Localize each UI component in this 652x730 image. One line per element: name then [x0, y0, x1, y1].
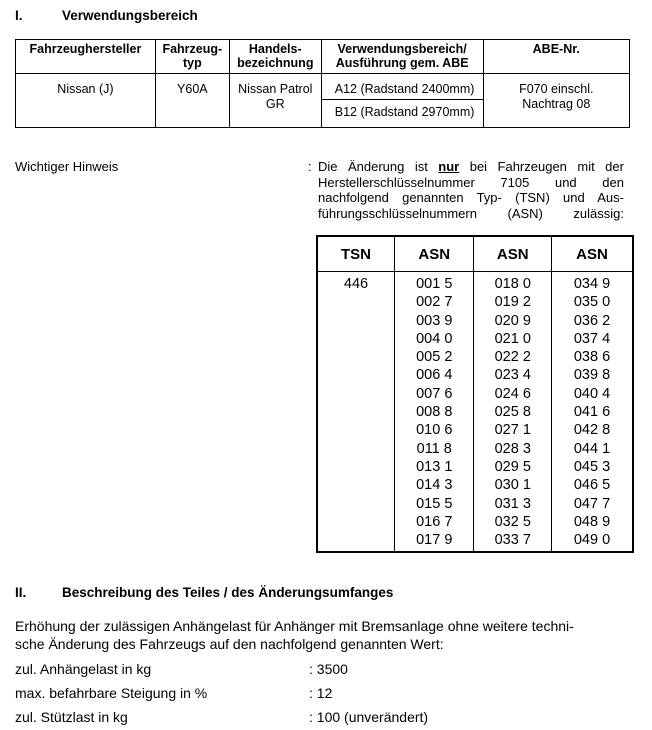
asn-value: 040 4 [573, 385, 611, 402]
asn-value: 019 2 [494, 294, 531, 311]
asn-value: 007 6 [416, 385, 453, 402]
hint-line-4: führungsschlüsselnummern (ASN) zulässig: [318, 205, 624, 221]
tsn-value: 446 [343, 276, 369, 292]
asn-value: 034 9 [573, 276, 611, 292]
header-asn-3: ASN [552, 236, 634, 272]
asn-value: 032 5 [494, 513, 531, 530]
asn-value: 010 6 [416, 422, 453, 439]
asn-value: 047 7 [573, 495, 611, 512]
asn-value: 031 3 [494, 495, 531, 512]
asn-value: 049 0 [573, 532, 611, 549]
asn-value: 013 1 [416, 458, 453, 475]
spec-label-tongue-load: zul. Stützlast in kg [15, 709, 128, 725]
asn-value: 048 9 [573, 513, 611, 530]
vehicle-usage-header-row [16, 40, 630, 74]
section-2-paragraph [15, 617, 627, 653]
header-trade-name: Handels- bezeichnung [229, 40, 321, 74]
asn-value: 016 7 [416, 513, 453, 530]
asn-column-1 [395, 272, 474, 553]
hint-label: Wichtiger Hinweis [15, 159, 119, 174]
asn-value: 038 6 [573, 349, 611, 366]
asn-value: 004 0 [416, 330, 453, 347]
cell-manufacturer: Nissan (J) [16, 74, 156, 128]
hint-line-1: Die Änderung ist nur bei Fahrzeugen mit der [318, 159, 624, 174]
asn-value: 023 4 [494, 367, 531, 384]
spec-label-trailer-load: zul. Anhängelast in kg [15, 661, 152, 677]
asn-value: 011 8 [416, 440, 452, 457]
asn-value: 039 8 [573, 367, 611, 384]
spec-value-tongue-load: : 100 (unverändert) [309, 709, 429, 725]
tsn-asn-body-row [317, 272, 633, 553]
asn-value: 028 3 [494, 440, 531, 457]
header-usage: Verwendungsbereich/ Ausführung gem. ABE [321, 40, 483, 74]
spec-value-gradient: : 12 [309, 685, 333, 701]
asn-value: 044 1 [573, 440, 611, 457]
tsn-asn-header-row [317, 236, 633, 272]
asn-value: 024 6 [494, 385, 531, 402]
tsn-asn-table [316, 235, 634, 553]
asn-value: 022 2 [494, 349, 531, 366]
asn-value: 021 0 [494, 330, 531, 347]
cell-usage: A12 (Radstand 2400mm) B12 (Radstand 2970mm) [321, 74, 483, 128]
asn-value: 002 7 [416, 294, 453, 311]
asn-value: 001 5 [416, 276, 453, 292]
asn-value: 033 7 [494, 532, 531, 549]
asn-value: 037 4 [573, 330, 611, 347]
header-vehicle-type: Fahrzeug- typ [155, 40, 229, 74]
asn-value: 027 1 [494, 422, 531, 439]
tsn-cell [317, 272, 395, 553]
section-2-line-1: Erhöhung der zulässigen Anhängelast für Anhänger mit Bremsanlage ohne weitere techni- [15, 618, 574, 634]
cell-vehicle-type: Y60A [155, 74, 229, 128]
asn-value: 035 0 [573, 294, 611, 311]
section-2-title: Beschreibung des Teiles / des Änderungsumfanges [62, 585, 394, 600]
spec-value-trailer-load: : 3500 [309, 661, 348, 677]
asn-value: 029 5 [494, 458, 531, 475]
asn-value: 005 2 [416, 349, 453, 366]
section-1-title: Verwendungsbereich [62, 8, 198, 23]
asn-value: 014 3 [416, 477, 453, 494]
section-1-number: I. [15, 8, 23, 23]
asn-value: 041 6 [573, 404, 611, 421]
header-manufacturer: Fahrzeughersteller [16, 40, 156, 74]
asn-value: 030 1 [494, 477, 531, 494]
asn-value: 046 5 [573, 477, 611, 494]
asn-value: 017 9 [416, 532, 453, 549]
header-asn-1: ASN [395, 236, 474, 272]
cell-trade-name: Nissan Patrol GR [229, 74, 321, 128]
asn-value: 036 2 [573, 312, 611, 329]
asn-value: 015 5 [416, 495, 453, 512]
asn-value: 020 9 [494, 312, 531, 329]
section-2-line-2: sche Änderung des Fahrzeugs auf den nachfolgend genannten Wert: [15, 636, 444, 652]
asn-column-2 [474, 272, 552, 553]
header-tsn: TSN [317, 236, 395, 272]
hint-colon: : [308, 159, 312, 174]
asn-value: 042 8 [573, 422, 611, 439]
asn-value: 003 9 [416, 312, 453, 329]
header-abe-number: ABE-Nr. [483, 40, 629, 74]
hint-paragraph [318, 159, 624, 221]
spec-label-gradient: max. befahrbare Steigung in % [15, 685, 208, 701]
hint-line-2: Herstellerschlüsselnummer 7105 und den [318, 174, 624, 190]
vehicle-usage-table [15, 39, 630, 128]
section-2-number: II. [15, 585, 27, 600]
hint-line-3: nachfolgend genannten Typ- (TSN) und Aus- [318, 190, 624, 205]
asn-value: 018 0 [494, 276, 531, 292]
asn-value: 006 4 [416, 367, 453, 384]
asn-column-3 [552, 272, 634, 553]
vehicle-usage-row [16, 74, 630, 128]
cell-abe-number: F070 einschl. Nachtrag 08 [483, 74, 629, 128]
asn-value: 008 8 [416, 404, 453, 421]
hint-emphasis: nur [438, 159, 460, 174]
asn-value: 025 8 [494, 404, 531, 421]
header-asn-2: ASN [474, 236, 552, 272]
asn-value: 045 3 [573, 458, 611, 475]
